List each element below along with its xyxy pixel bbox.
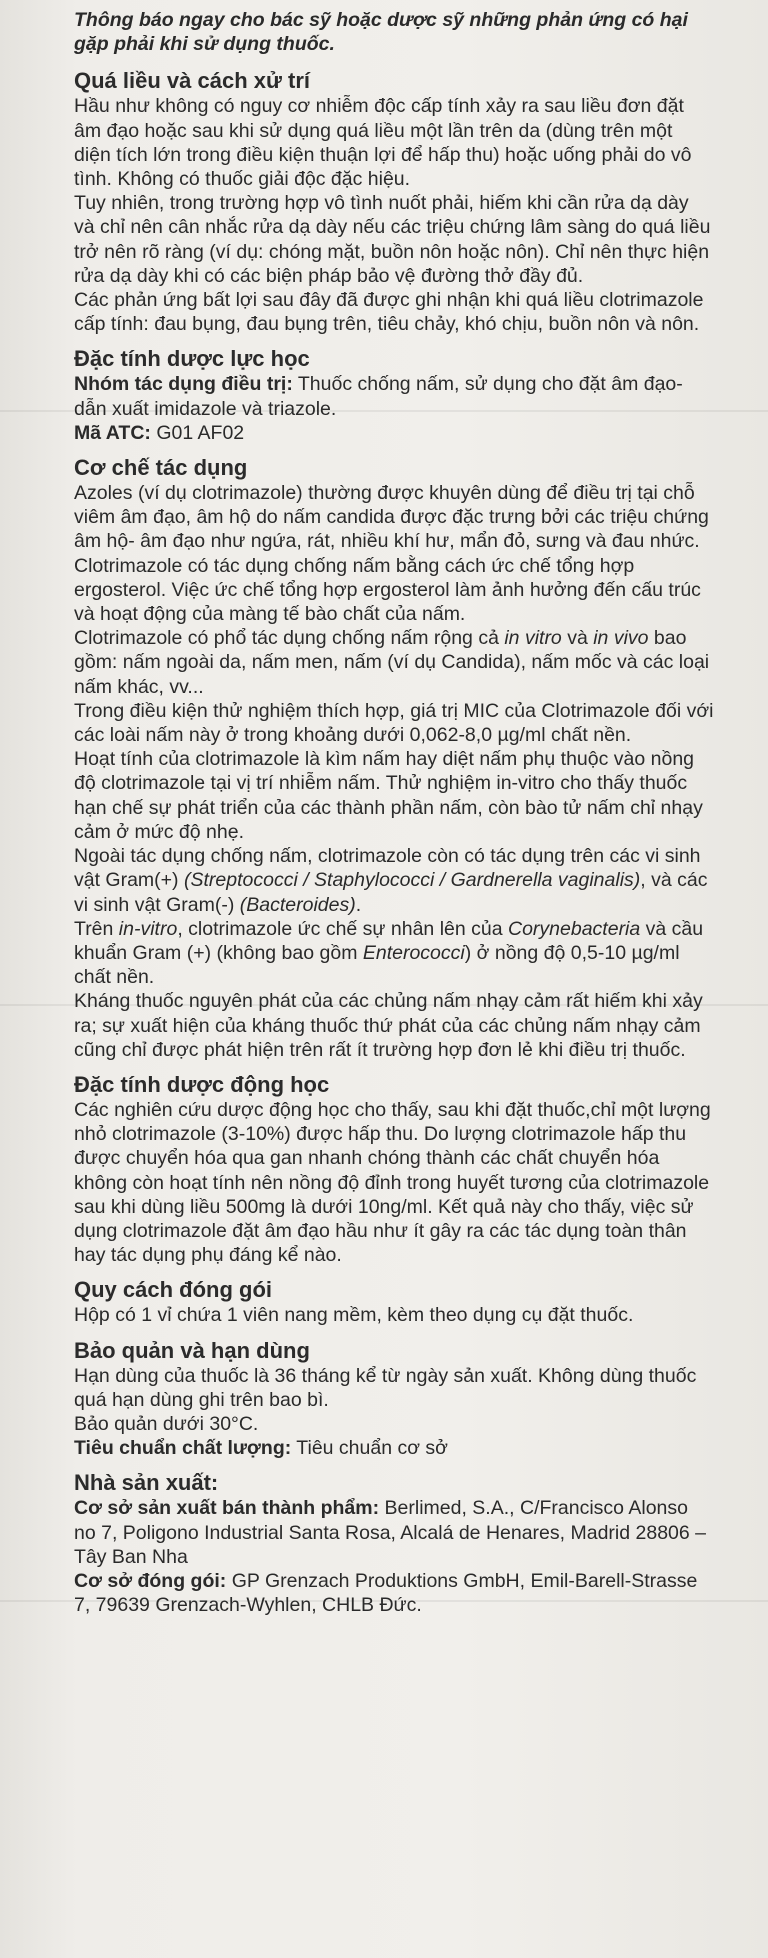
italic-term: in-vitro [118,917,178,940]
pharmacokinetics-paragraph: Các nghiên cứu dược động học cho thấy, sau khi đặt thuốc,chỉ một lượng nhỏ clotrimazole (3-10%) được hấp thu. Do lượng clotrimazole hấp thu được chuyển hóa qua gan nhanh chóng thành các chất chuyển hóa không còn hoạt tính nên nồng độ đỉnh trong huyết tương của clotrimazole sau khi dùng liều 500mg là dưới 10ng/ml. Kết quả này cho thấy, việc sử dụng clotrimazole đặt âm đạo hầu như ít gây ra các tác dụng toàn thân hay tác dụng phụ đáng kể nào. [74,1098,711,1267]
text-run: , clotrimazole ức chế sự nhân lên của [177,917,508,940]
text-run: ) ở nồng độ 0,5-10 µg/ml chất nền. [74,941,680,989]
section-title-overdose: Quá liều và cách xử trí [74,68,311,94]
text-run: . [355,893,362,916]
text-run: , và các vi sinh vật Gram(-) [74,869,708,916]
mechanism-paragraph [74,626,714,699]
text-run: Ngoài tác dụng chống nấm, clotrimazole còn có tác dụng trên các vi sinh vật Gram(+) [74,845,701,892]
mechanism-paragraph: Azoles (ví dụ clotrimazole) thường được khuyên dùng để điều trị tại chỗ viêm âm đạo, âm hộ do nấm candida được đặc trưng bởi các triệu chứng âm hộ- âm đạo như ngứa, rát, nhiều khí hư, mẩn đỏ, sưng và đau nhức. [74,482,709,553]
italic-term: in vivo [593,627,649,650]
section-title-packaging: Quy cách đóng gói [74,1277,273,1303]
italic-term: (Streptococci / Staphylococci / Gardnerella vaginalis) [183,869,641,892]
italic-term: Enterococci [362,941,465,964]
therapeutic-group-text: Thuốc chống nấm, sử dụng cho đặt âm đạo- dẫn xuất imidazole và triazole. [74,373,683,420]
manufacturer-site [74,1496,714,1569]
mechanism-paragraph [74,844,714,917]
storage-paragraph: Bảo quản dưới 30°C. [74,1412,259,1435]
overdose-paragraph: Tuy nhiên, trong trường hợp vô tình nuốt phải, hiếm khi cần rửa dạ dày và chỉ nên cân nhắc rửa dạ dày nếu các triệu chứng lâm sàng do quá liều trở nên rõ ràng (ví dụ: chóng mặt, buồn nôn hoặc nôn). Chỉ nên thực hiện rửa dạ dày khi có các biện pháp bảo vệ đường thở đầy đủ. [74,192,711,287]
section-title-pharmacodynamics: Đặc tính dược lực học [74,346,310,372]
mechanism-paragraph: Hoạt tính của clotrimazole là kìm nấm hay diệt nấm phụ thuộc vào nồng độ clotrimazole tại vị trí nhiễm nấm. Thử nghiệm in-vitro cho thấy thuốc hạn chế sự phát triển của các thành phần nấm, còn bào tử nấm chỉ nhạy cảm ở mức độ nhẹ. [74,748,703,843]
adverse-report-notice: Thông báo ngay cho bác sỹ hoặc dược sỹ những phản ứng có hại gặp phải khi sử dụng thuốc. [74,9,688,56]
therapeutic-group [74,372,714,420]
section-title-mechanism: Cơ chế tác dụng [74,455,248,481]
manufacturer-site-text: Berlimed, S.A., C/Francisco Alonso no 7, Poligono Industrial Santa Rosa, Alcalá de Henares, Madrid 28806 – Tây Ban Nha [74,1497,706,1568]
quality-standard [74,1436,714,1460]
italic-term: (Bacteroides) [239,893,356,916]
packaging-site-text: GP Grenzach Produktions GmbH, Emil-Barell-Strasse 7, 79639 Grenzach-Wyhlen, CHLB Đức. [74,1569,698,1617]
mechanism-paragraph: Trong điều kiện thử nghiệm thích hợp, giá trị MIC của Clotrimazole đối với các loài nấm này ở trong khoảng dưới 0,062-8,0 µg/ml chất nền. [74,699,714,747]
overdose-paragraph: Hầu như không có nguy cơ nhiễm độc cấp tính xảy ra sau liều đơn đặt âm đạo hoặc sau khi sử dụng quá liều một lần trên da (dùng trên một diện tích lớn trong điều kiện thuận lợi để hấp thu) hoặc uống phải do vô tình. Không có thuốc giải độc đặc hiệu. [74,95,692,191]
italic-term: in vitro [504,627,562,650]
mechanism-paragraph: Clotrimazole có tác dụng chống nấm bằng cách ức chế tổng hợp ergosterol. Việc ức chế tổng hợp ergosterol làm ảnh hưởng đến cấu trúc và hoạt động của màng tế bào chất của nấm. [74,554,701,626]
italic-term: Corynebacteria [508,917,641,940]
packaging-site-label: Cơ sở đóng gói: [74,1569,227,1592]
leaflet-content [74,8,714,1617]
packaging-paragraph: Hộp có 1 vỉ chứa 1 viên nang mềm, kèm theo dụng cụ đặt thuốc. [74,1304,634,1327]
text-run: Trên [74,917,119,940]
manufacturer-site-label: Cơ sở sản xuất bán thành phẩm: [74,1497,380,1520]
overdose-paragraph: Các phản ứng bất lợi sau đây đã được ghi nhận khi quá liều clotrimazole cấp tính: đau bụng, đau bụng trên, tiêu chảy, khó chịu, buồn nôn và nôn. [74,289,704,336]
quality-standard-text: Tiêu chuẩn cơ sở [291,1437,448,1460]
section-title-manufacturer: Nhà sản xuất: [74,1470,219,1496]
text-run: và [561,627,594,650]
mechanism-paragraph [74,917,714,990]
mechanism-paragraph: Kháng thuốc nguyên phát của các chủng nấm nhạy cảm rất hiếm khi xảy ra; sự xuất hiện của kháng thuốc thứ phát của các chủng nấm nhạy cảm cũng chỉ được phát hiện trên rất ít trường hợp đơn lẻ khi điều trị thuốc. [74,990,703,1061]
text-run: Clotrimazole có phổ tác dụng chống nấm rộng cả [74,627,505,650]
atc-code [74,421,714,445]
therapeutic-group-label: Nhóm tác dụng điều trị: [74,373,293,396]
packaging-site [74,1569,714,1617]
storage-paragraph: Hạn dùng của thuốc là 36 tháng kể từ ngày sản xuất. Không dùng thuốc quá hạn dùng ghi trên bao bì. [74,1364,697,1411]
section-title-storage: Bảo quản và hạn dùng [74,1337,310,1363]
text-run: và cầu khuẩn Gram (+) (không bao gồm [74,917,704,964]
text-run: bao gồm: nấm ngoài da, nấm men, nấm (ví dụ Candida), nấm mốc và các loại nấm khác, vv... [74,627,710,698]
quality-standard-label: Tiêu chuẩn chất lượng: [74,1437,292,1460]
section-title-pharmacokinetics: Đặc tính dược động học [74,1071,330,1097]
atc-label: Mã ATC: [74,421,151,444]
atc-value: G01 AF02 [150,421,245,444]
